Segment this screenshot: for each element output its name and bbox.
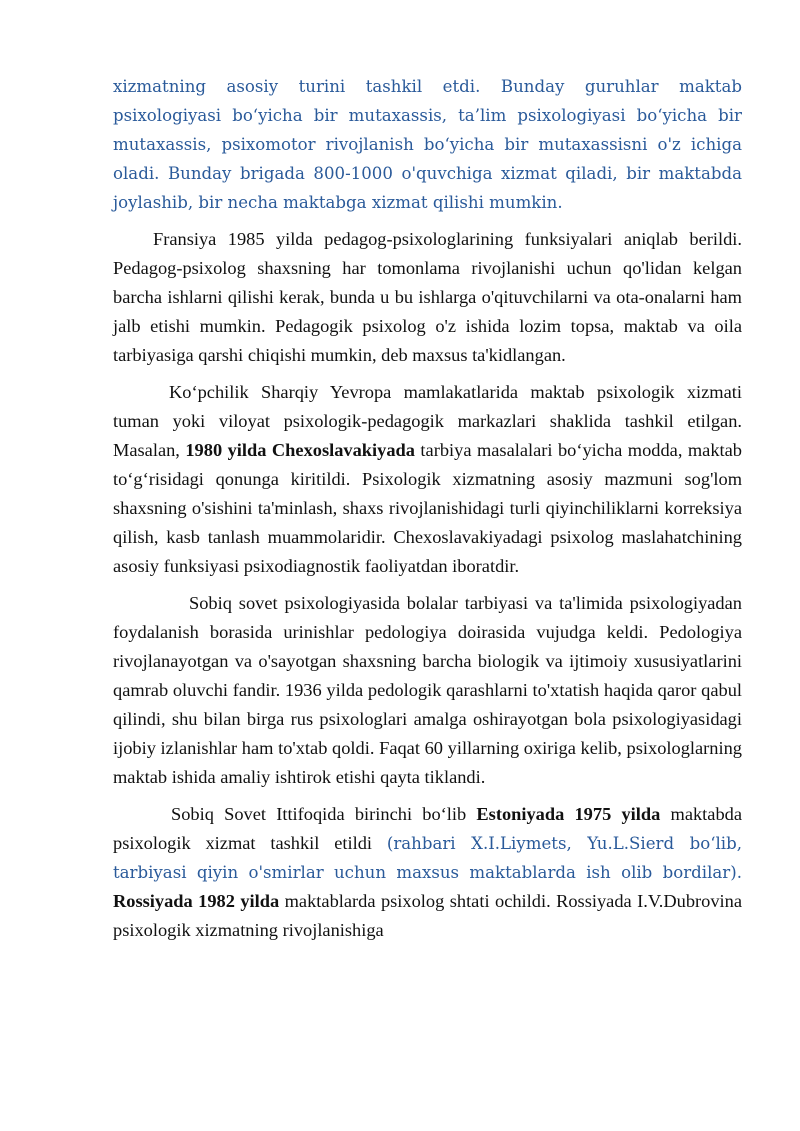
paragraph-intro-continuation: [113, 72, 742, 217]
paragraph-eastern-europe: [113, 378, 742, 581]
paragraph-text: Fransiya 1985 yilda pedagog-psixologlarining funksiyalari aniqlab berildi. Pedagog-psixolog shaxsning har tomonlama rivojlanishi uchun qo'lidan kelgan barcha ishlarni qilishi kerak, bunda u bu ishlarga o'qituvchilarni va ota-onalarni ham jalb etishi mumkin. Pedagogik psixolog o'z ishida lozim topsa, maktab va oila tarbiyasiga qarshi chiqishi mumkin, deb maxsus ta'kidlangan.: [113, 229, 742, 365]
paragraph-text: maktablarda psixolog shtati ochildi. Rossiyada I.V.Dubrovina psixologik xizmatning rivojlanishiga: [113, 891, 743, 940]
paragraph-text: xizmatning asosiy turini tashkil etdi. Bunday guruhlar maktab psixologiyasi bo‘yicha bir mutaxassis, ta’lim psixologiyasi bo‘yicha bir mutaxassis, psixomotor rivojlanish bo‘yicha bir mutaxassisni o'z ichiga oladi. Bunday brigada 800-1000 o'quvchiga xizmat qiladi, bir maktabda joylashib, bir necha maktabga xizmat qilishi mumkin.: [113, 77, 742, 212]
paragraph-france: [113, 225, 742, 370]
blue-parenthetical: (rahbari X.I.Liymets, Yu.L.Sierd bo‘lib, tarbiyasi qiyin o'smirlar uchun maxsus maktablarda ish olib bordilar).: [113, 834, 742, 882]
paragraph-text: Sobiq sovet psixologiyasida bolalar tarbiyasi va ta'limida psixologiyadan foydalanish borasida urinishlar pedologiya doirasida vujudga keldi. Pedologiya rivojlanayotgan va o'sayotgan shaxsning barcha biologik va ijtimoiy xususiyatlarini qamrab oluvchi fandir. 1936 yilda pedologik qarashlarni to'xtatish haqida qaror qabul qilindi, shu bilan birga rus psixologlari amalga oshirayotgan bola psixologiyasidagi ijobiy izlanishlar ham to'xtab qoldi. Faqat 60 yillarning oxiriga kelib, psixologlarning maktab ishida amaliy ishtirok etishi qayta tiklandi.: [113, 593, 742, 787]
paragraph-text: Sobiq Sovet Ittifoqida birinchi bo‘lib: [171, 804, 477, 824]
paragraph-text: tarbiya masalalari bo‘yicha modda, maktab to‘g‘risidagi qonunga kiritildi. Psixologik xizmatning asosiy mazmuni sog'lom shaxsning o'sishini ta'minlash, shaxs rivojlanishidagi turli qiyinchiliklarni korreksiya qilish, kasb tanlash muammolaridir. Chexoslavakiyadagi psixolog maslahatchining asosiy funksiyasi psixodiagnostik faoliyatdan iboratdir.: [113, 440, 742, 576]
document-page: [113, 72, 742, 953]
paragraph-text: Ko‘pchilik Sharqiy Yevropa mamlakatlarida maktab psixologik xizmati tuman yoki viloyat psixologik-pedagogik markazlari shaklida tashkil etilgan. Masalan,: [113, 382, 742, 460]
bold-highlight: 1980 yilda Chexoslavakiyada: [185, 440, 415, 460]
bold-highlight: Estoniyada 1975 yilda: [476, 804, 661, 824]
paragraph-soviet-psychology: [113, 589, 742, 792]
paragraph-estonia-russia: [113, 800, 742, 945]
bold-highlight: Rossiyada 1982 yilda: [113, 891, 280, 911]
paragraph-text: maktabda psixologik xizmat tashkil etildi: [113, 804, 742, 853]
